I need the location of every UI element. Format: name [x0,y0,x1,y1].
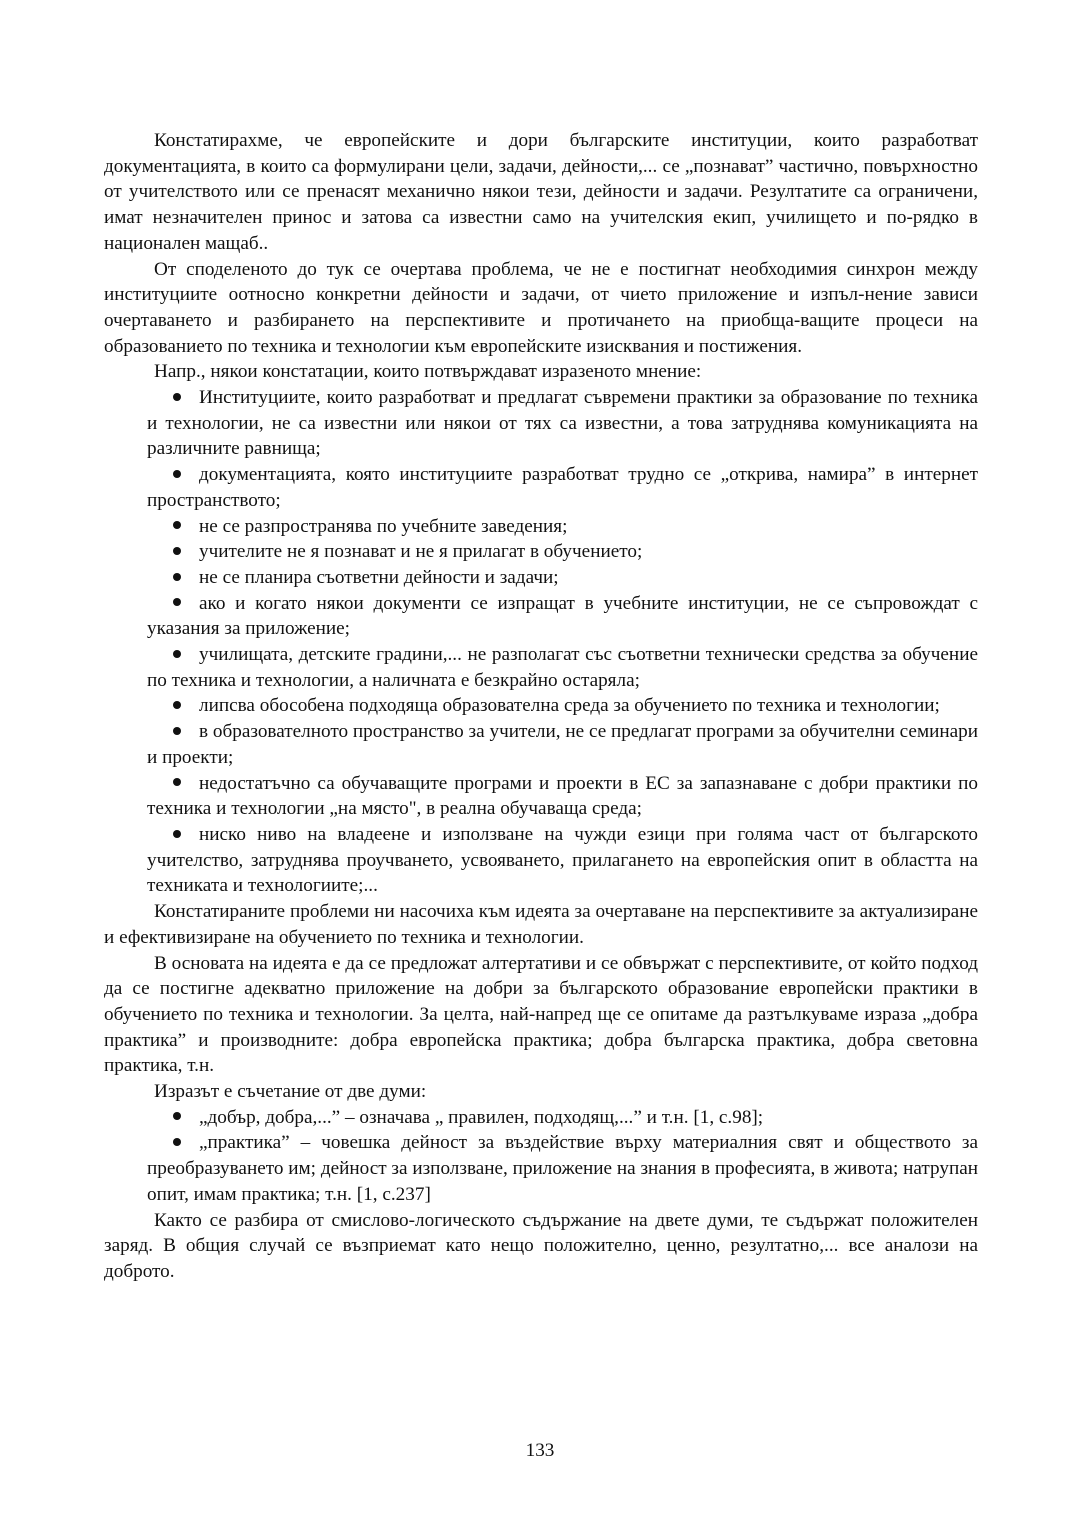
list-item: училищата, детските градини,... не разполагат със съответни технически средства за обучение по техника и технологии, а наличната е безкрайно остаряла; [147,644,978,691]
bullet-icon [173,830,181,838]
findings-list [104,385,978,899]
definitions-list [104,1105,978,1208]
paragraph-1: Констатирахме, че европейските и дори българските институции, които разработват документацията, в които са формулирани цели, задачи, дейности,... се „познават” частично, повърхностно от учителството или се пренасят механично някои тези, дейности и задачи. Резултатите са ограничени, имат незначителен принос и затова са известни само на учителския екип, училището и по-рядко в национален мащаб.. [104,130,978,254]
bullet-icon [173,650,181,658]
bullet-icon [173,470,181,478]
list-item: „практика” – човешка дейност за въздействие върху материалния свят и обществото за преобразуването им; дейност за използване, приложение на знания в професията, в живота; натрупан опит, имам практика; т.н. [1, с.237] [147,1132,978,1205]
bullet-icon [173,727,181,735]
list-item: липсва обособена подходяща образователна среда за обучението по техника и технологии; [147,693,978,719]
page-number: 133 [525,1440,555,1461]
paragraph-4: Констатираните проблеми ни насочиха към идеята за очертаване на перспективите за актуализиране и ефективизиране на обучението по техника и технологии. [104,901,978,948]
list-item: не се планира съответни дейности и задачи; [147,565,978,591]
bullet-icon [173,598,181,606]
paragraph-2: От споделеното до тук се очертава проблема, че не е постигнат необходимия синхрон между институциите оотносно конкретни дейности и задачи, от чието приложение и изпъл-нение зависи очертаването и разбирането на перспективите и протичането на приобща-ващите процеси на образованието по техника и технологии към европейските изисквания и постижения. [104,258,978,357]
bullet-icon [173,701,181,709]
bullet-icon [173,547,181,555]
list-item: документацията, която институциите разработват трудно се „открива, намира” в интернет пространството; [147,464,978,511]
list-item: не се разпространява по учебните заведения; [147,514,978,540]
list-item: Институциите, които разработват и предлагат съвремени практики за образование по техника и технологии, не са известни или някои от тях са известни, а това затруднява комуникацията на различните равнища; [147,387,978,460]
bullet-icon [173,393,181,401]
bullet-icon [173,778,181,786]
bullet-icon [173,1112,181,1120]
list-item: учителите не я познават и не я прилагат в обучението; [147,539,978,565]
bullet-icon [173,573,181,581]
bullet-icon [173,521,181,529]
document-body [104,128,978,1285]
list-item: ниско ниво на владеене и използване на чужди езици при голяма част от българското учителство, затруднява проучването, усвояването, прилагането на европейския опит в областта на техниката и технологиите;... [147,823,978,897]
bullet-icon [173,1138,181,1146]
paragraph-6: Изразът е съчетание от две думи: [154,1081,427,1103]
paragraph-3: Напр., някои констатации, които потвърждават изразеното мнение: [154,361,702,383]
list-item: в образователното пространство за учители, не се предлагат програми за обучителни семинари и проекти; [147,721,978,768]
list-item: ако и когато някои документи се изпращат в учебните институции, не се съпровождат с указания за приложение; [147,592,978,640]
paragraph-5: В основата на идеята е да се предложат алтертативи и се обвържат с перспективите, от който подход да се постигне адекватно приложение на добри за българското образование европейски практики в обучението по техника и технологии. За целта, най-напред ще се опитаме да разтълкуваме израза „добра практика” и производните: добра европейска практика; добра българска практика, добра световна практика, т.н. [104,952,978,1077]
list-item: недостатъчно са обучаващите програми и проекти в ЕС за запазнаване с добри практики по техника и технологии „на място", в реална обучаваща среда; [147,772,978,820]
list-item: „добър, добра,...” – означава „ правилен, подходящ,...” и т.н. [1, с.98]; [147,1105,978,1131]
paragraph-7: Както се разбира от смислово-логическото съдържание на двете думи, те съдържат положителен заряд. В общия случай се възприемат като нещо положително, ценно, резултатно,... все аналози на доброто. [104,1209,978,1282]
